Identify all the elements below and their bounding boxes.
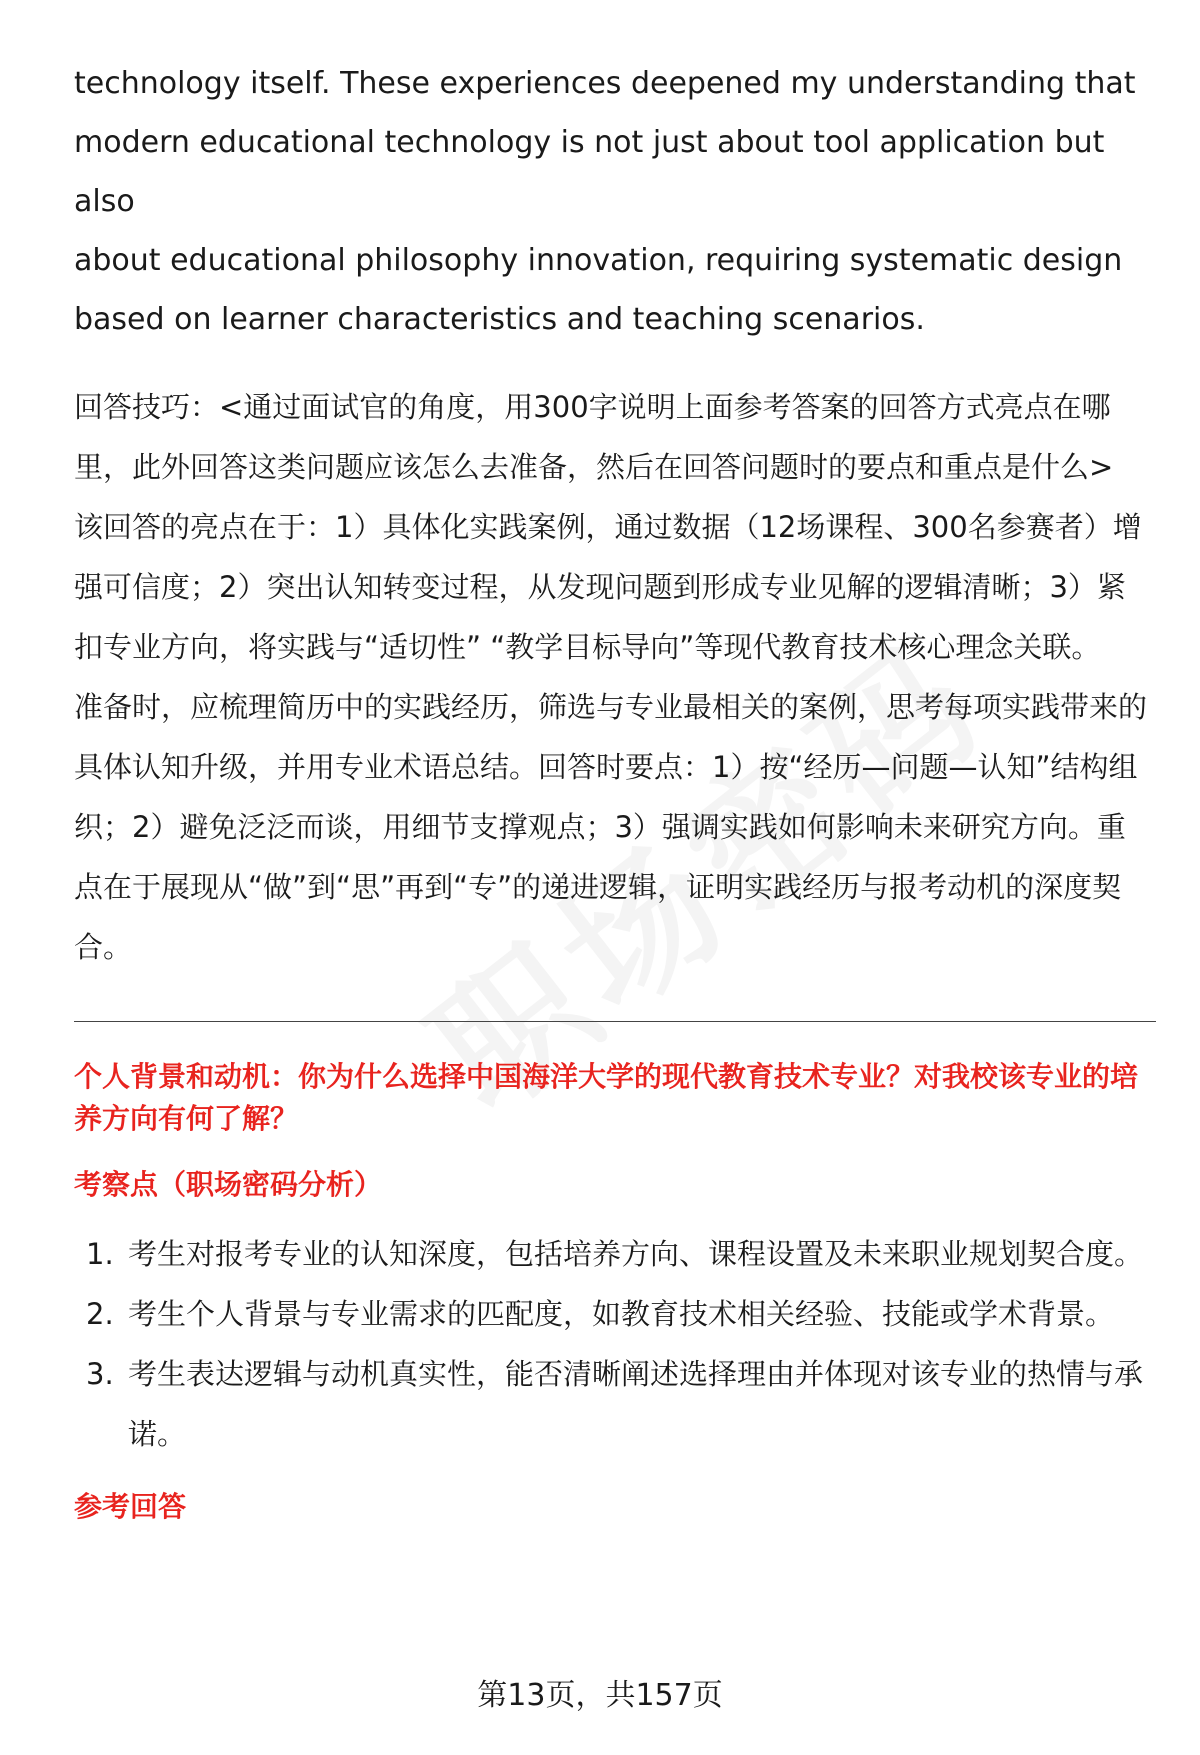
assessment-points [74,1224,1154,1464]
assessment-title: 考察点（职场密码分析） [74,1168,383,1201]
answer-tips-section [74,377,1154,977]
list-item-text: 考生对报考专业的认知深度，包括培养方向、课程设置及未来职业规划契合度。 [128,1237,1144,1271]
list-item [74,1224,1154,1284]
tips-prompt: 回答技巧：<通过面试官的角度，用300字说明上面参考答案的回答方式亮点在哪里，此外回答这类问题应该怎么去准备，然后在回答问题时的要点和重点是什么> [74,390,1114,484]
section-divider [74,1021,1156,1022]
list-item-text: 考生表达逻辑与动机真实性，能否清晰阐述选择理由并体现对该专业的热情与承诺。 [128,1357,1144,1451]
tips-highlights: 该回答的亮点在于：1）具体化实践案例，通过数据（12场课程、300名参赛者）增强可信度；2）突出认知转变过程，从发现问题到形成专业见解的逻辑清晰；3）紧扣专业方向，将实践与“适切性” “教学目标导向”等现代教育技术核心理念关联。 [74,510,1142,664]
page-footer: 第13页，共157页 [477,1678,723,1713]
list-item [74,1344,1154,1464]
list-number: 3. [86,1357,114,1391]
list-item-text: 考生个人背景与专业需求的匹配度，如教育技术相关经验、技能或学术背景。 [128,1297,1115,1331]
continuation-paragraph: technology itself. These experiences deepened my understanding that modern educational technology is not just about tool application but also about educational philosophy innovation, requiring systematic design based on learner characteristics and teaching scenarios. [74,66,1136,337]
document-page [74,54,1154,1528]
list-item [74,1284,1154,1344]
reference-answer-title: 参考回答 [74,1490,187,1523]
list-number: 1. [86,1237,114,1271]
tips-preparation: 准备时，应梳理简历中的实践经历，筛选与专业最相关的案例，思考每项实践带来的具体认知升级，并用专业术语总结。回答时要点：1）按“经历—问题—认知”结构组织；2）避免泛泛而谈，用细节支撑观点；3）强调实践如何影响未来研究方向。重点在于展现从“做”到“思”再到“专”的递进逻辑，证明实践经历与报考动机的深度契合。 [74,690,1148,964]
question-heading: 个人背景和动机：你为什么选择中国海洋大学的现代教育技术专业？对我校该专业的培养方向有何了解？ [74,1060,1139,1135]
list-number: 2. [86,1297,114,1331]
